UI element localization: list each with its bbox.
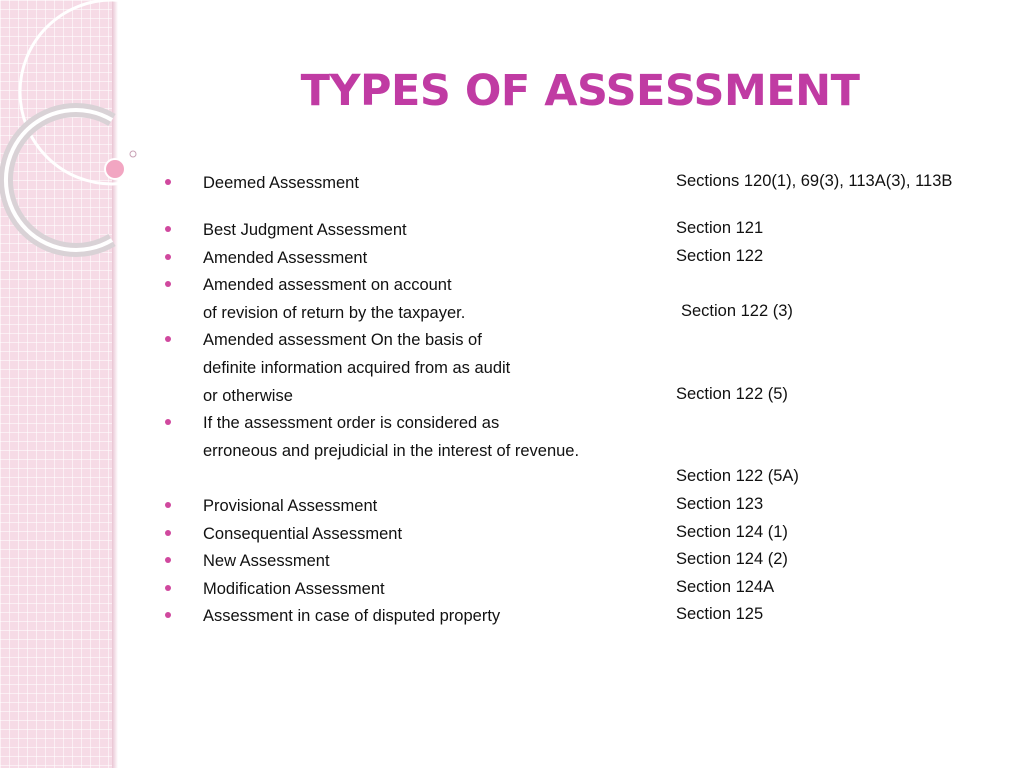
assessment-type: erroneous and prejudicial in the interest of revenue. (203, 441, 580, 460)
list-item (165, 274, 995, 302)
pink-dot (105, 159, 125, 179)
assessment-type: Best Judgment Assessment (203, 221, 407, 239)
bullet-icon (165, 226, 171, 232)
grey-arc (6, 110, 112, 250)
assessment-type: or otherwise (203, 386, 293, 405)
list-item-continuation (165, 302, 995, 330)
assessment-type: Amended assessment On the basis of (203, 331, 482, 350)
list-item (165, 247, 995, 275)
small-ring-dot (130, 151, 136, 157)
list-item-continuation (165, 357, 995, 385)
assessment-type: Provisional Assessment (203, 496, 378, 515)
list-item (165, 329, 995, 357)
list-item (165, 172, 995, 219)
section-reference: Section 123 (676, 494, 764, 513)
list-item (165, 495, 995, 523)
bullet-icon (165, 530, 171, 536)
list-item (165, 412, 995, 440)
section-reference: Section 124 (1) (676, 522, 788, 541)
assessment-type: definite information acquired from as audit (203, 358, 511, 377)
list-item-continuation (165, 440, 995, 468)
list-item (165, 578, 995, 606)
bullet-icon (165, 585, 171, 591)
bullet-icon (165, 502, 171, 508)
section-reference: Sections 120(1), 69(3), 113A(3), 113B (676, 172, 953, 190)
bullet-icon (165, 419, 171, 425)
assessment-type: Deemed Assessment (203, 174, 359, 192)
list-item (165, 219, 995, 247)
bullet-icon (165, 557, 171, 563)
assessment-type: Modification Assessment (203, 579, 385, 598)
bullet-icon (165, 612, 171, 618)
assessment-type: Consequential Assessment (203, 524, 403, 543)
bullet-icon (165, 254, 171, 260)
assessment-type: If the assessment order is considered as (203, 414, 500, 433)
assessment-type: New Assessment (203, 552, 330, 571)
list-item (165, 550, 995, 578)
assessment-type: Amended assessment on account (203, 276, 452, 295)
list-item (165, 523, 995, 551)
section-reference: Section 124 (2) (676, 550, 788, 569)
section-reference: Section 121 (676, 219, 764, 237)
bullet-icon (165, 281, 171, 287)
list-item-continuation (165, 385, 995, 413)
list-item (165, 605, 995, 633)
assessment-type: Amended Assessment (203, 248, 368, 267)
section-reference: Section 125 (676, 605, 764, 624)
large-arc-outline (20, 0, 204, 184)
assessment-list (165, 172, 995, 633)
section-reference: Section 124A (676, 577, 775, 596)
section-reference: Section 122 (5) (676, 384, 788, 403)
bullet-icon (165, 179, 171, 185)
slide-title: TYPES OF ASSESSMENT (300, 66, 860, 116)
bullet-icon (165, 336, 171, 342)
section-reference: Section 122 (676, 246, 764, 265)
assessment-type: Assessment in case of disputed property (203, 607, 501, 626)
assessment-type: of revision of return by the taxpayer. (203, 303, 466, 322)
section-reference: Section 122 (5A) (676, 467, 799, 486)
list-item-continuation (165, 467, 995, 495)
section-reference: Section 122 (3) (681, 301, 793, 320)
